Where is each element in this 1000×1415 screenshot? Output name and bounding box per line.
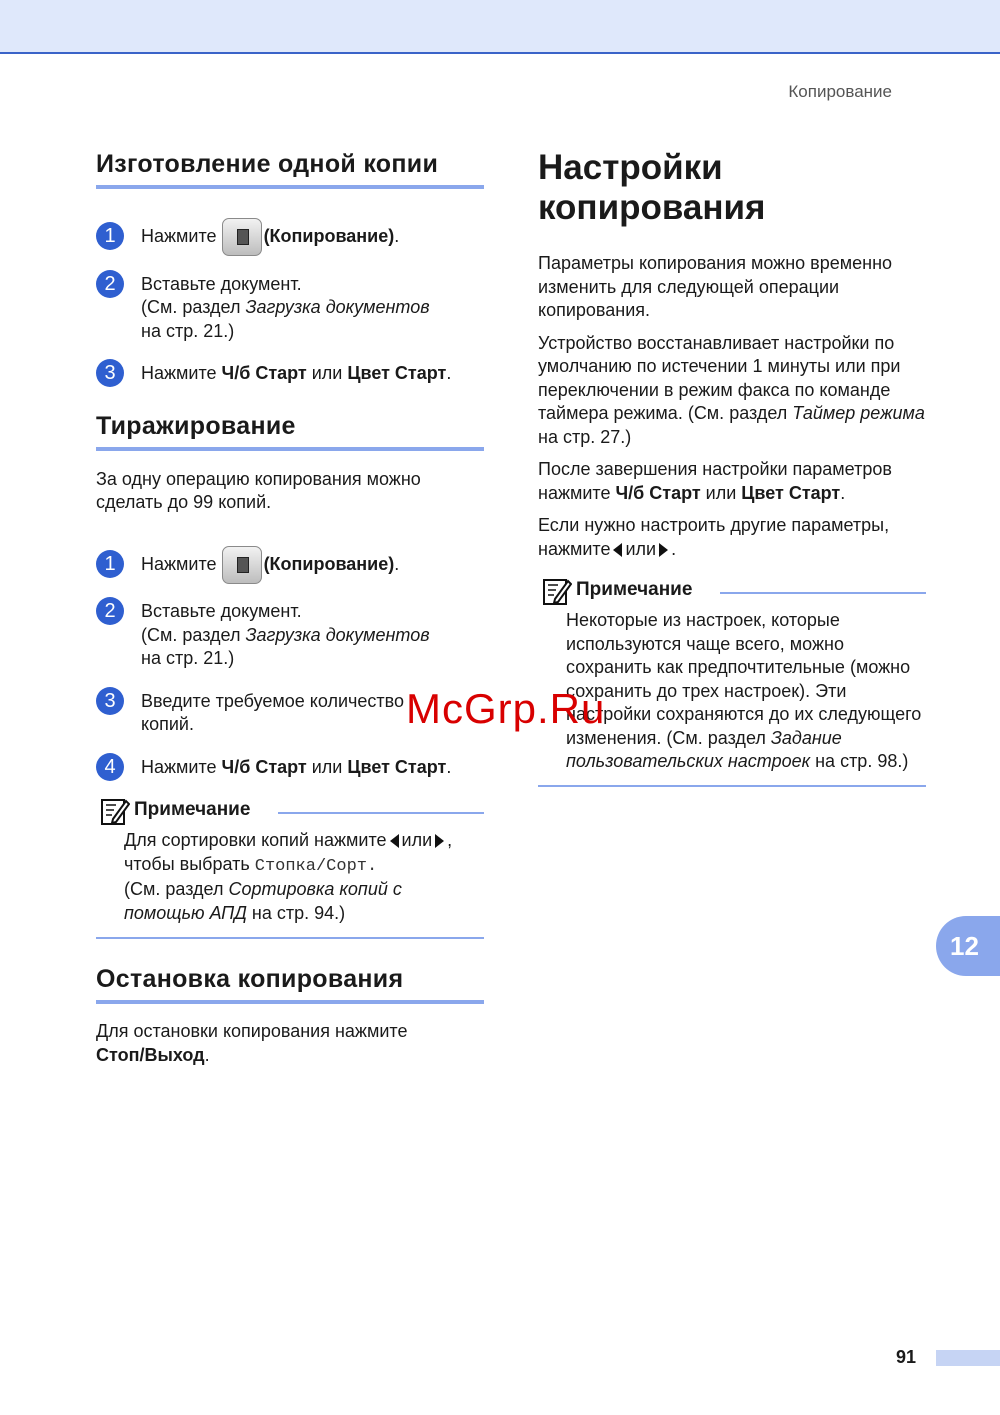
link-mode-timer[interactable]: Таймер режима: [792, 403, 925, 423]
step-number: 2: [96, 270, 124, 298]
chapter-section-title: Настройки копирования: [538, 148, 766, 227]
top-header-band: [0, 0, 1000, 54]
step-1: 1 Нажмите (Копирование).: [96, 225, 484, 249]
note-end-rule: [96, 937, 484, 939]
left-column: [96, 150, 484, 1067]
running-header: Копирование: [788, 82, 892, 101]
page-number-bar: [936, 1350, 1000, 1366]
menu-option-text: Стопка/Сорт.: [254, 856, 378, 876]
step-3: 3 Введите требуемое количество копий.: [96, 690, 441, 737]
note-body: Некоторые из настроек, которые используются чаще всего, можно сохранить как предпочтительные (можно сохранить до трех настроек). Эти настройки сохраняются до их следующего изменения. (См. раздел Задание пользовательских настроек на стр. 98.): [566, 610, 922, 771]
note-pencil-icon: [542, 577, 572, 607]
section-title-multiple-copies: Тиражирование: [96, 412, 484, 451]
step-number: 3: [96, 359, 124, 387]
left-arrow-icon: [613, 543, 622, 557]
section-title-single-copy: Изготовление одной копии: [96, 150, 484, 189]
note-pencil-icon: [100, 797, 130, 827]
link-sort-copies[interactable]: Сортировка копий с помощью АПД: [124, 879, 402, 923]
paragraph-2: Устройство восстанавливает настройки по умолчанию по истечении 1 минуты или при переключении в режим факса по команде таймера режима. (См. раздел Таймер режима на стр. 27.): [538, 332, 925, 447]
paragraph-4: Если нужно настроить другие параметры, нажмите или .: [538, 515, 890, 559]
note-end-rule: [538, 785, 926, 787]
step-1: 1 Нажмите (Копирование).: [96, 553, 484, 577]
section-title-stop-copying: Остановка копирования: [96, 965, 484, 1004]
note-header: [96, 797, 484, 827]
step-number: 1: [96, 550, 124, 578]
step-2: 2 Вставьте документ. (См. раздел Загрузка документов на стр. 21.): [96, 600, 484, 671]
right-arrow-icon: [435, 834, 444, 848]
step-number: 4: [96, 753, 124, 781]
link-load-documents[interactable]: Загрузка документов: [245, 624, 430, 645]
note-rule: [720, 592, 926, 594]
copy-key-icon: [222, 218, 262, 256]
note-header: [538, 577, 926, 607]
intro-text: За одну операцию копирования можно сделать до 99 копий.: [96, 468, 421, 512]
note-title: Примечание: [134, 799, 251, 820]
step-4: 4 Нажмите Ч/б Старт или Цвет Старт.: [96, 756, 484, 780]
page-number: 91: [896, 1347, 917, 1367]
link-custom-settings[interactable]: Задание пользовательских настроек: [566, 727, 842, 771]
left-arrow-icon: [390, 834, 399, 848]
right-arrow-icon: [659, 543, 668, 557]
link-load-documents[interactable]: Загрузка документов: [245, 297, 430, 317]
watermark: McGrp.Ru: [406, 685, 606, 732]
step-3: 3 Нажмите Ч/б Старт или Цвет Старт.: [96, 362, 484, 386]
paragraph-1: Параметры копирования можно временно изменить для следующей операции копирования.: [538, 253, 893, 320]
note-title: Примечание: [576, 579, 693, 600]
note-rule: [278, 812, 484, 814]
paragraph-3: После завершения настройки параметров нажмите Ч/б Старт или Цвет Старт.: [538, 459, 892, 503]
chapter-tab: 12: [936, 916, 1000, 976]
step-2: 2 Вставьте документ. (См. раздел Загрузка документов на стр. 21.): [96, 273, 484, 344]
note-body: Для сортировки копий нажмите или , чтобы выбрать Стопка/Сорт. (См. раздел Сортировка копий с помощью АПД на стр. 94.): [124, 830, 453, 923]
step-number: 1: [96, 222, 124, 250]
step-number: 3: [96, 687, 124, 715]
step-number: 2: [96, 597, 124, 625]
copy-key-icon: [222, 546, 262, 584]
stop-text: Для остановки копирования нажмите Стоп/Выход.: [96, 1021, 408, 1065]
